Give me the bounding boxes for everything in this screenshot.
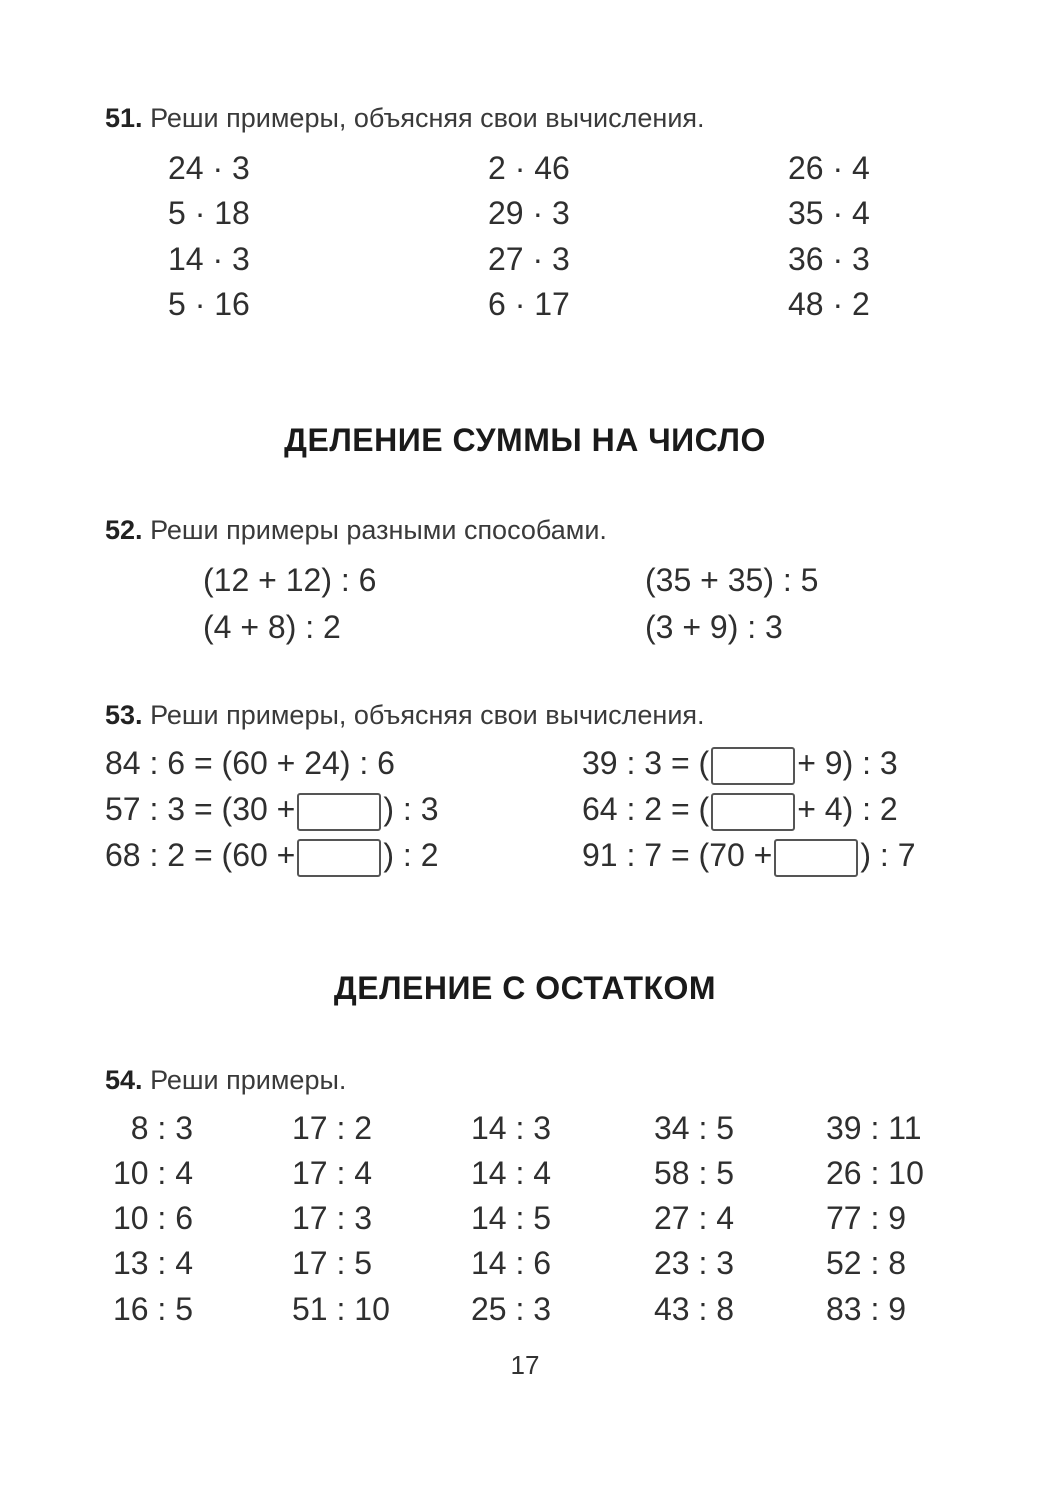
ex54-item: 83 : 9: [826, 1291, 907, 1327]
ex51-item: 29 · 3: [488, 195, 570, 231]
ex52-item: (3 + 9) : 3: [645, 609, 783, 645]
ex53-equation: [105, 745, 395, 782]
ex51-item: 5 · 18: [168, 195, 250, 231]
ex54-item: 10 : 6: [112, 1200, 193, 1236]
ex54-item: 17 : 5: [292, 1245, 373, 1281]
answer-box[interactable]: [711, 793, 795, 831]
exercise-number: 51.: [105, 103, 143, 133]
ex54-item: 16 : 5: [112, 1291, 193, 1327]
equation-text: 91 : 7 = (70 +: [582, 837, 773, 873]
section-heading-sum-division: ДЕЛЕНИЕ СУММЫ НА ЧИСЛО: [284, 422, 766, 458]
equation-text: ) : 2: [383, 837, 439, 873]
equation-text: 39 : 3 = (: [582, 745, 710, 781]
answer-box[interactable]: [774, 839, 858, 877]
ex54-item: 14 : 5: [471, 1200, 552, 1236]
ex53-equation: [582, 837, 915, 877]
equation-text: ) : 3: [383, 791, 439, 827]
equation-text: + 4) : 2: [797, 791, 898, 827]
ex54-item: 77 : 9: [826, 1200, 907, 1236]
ex52-item: (35 + 35) : 5: [645, 562, 819, 598]
instruction-text: Реши примеры, объясняя свои вычисления.: [150, 103, 705, 133]
ex51-item: 2 · 46: [488, 150, 570, 186]
ex54-item: 51 : 10: [292, 1291, 390, 1327]
answer-box[interactable]: [711, 747, 795, 785]
ex54-item: 10 : 4: [112, 1155, 193, 1191]
ex54-item: 17 : 4: [292, 1155, 373, 1191]
ex51-item: 36 · 3: [788, 241, 870, 277]
exercise-53-instruction: [105, 700, 705, 731]
ex53-equation: [582, 791, 898, 831]
ex54-item: 34 : 5: [654, 1110, 735, 1146]
ex54-item: 14 : 4: [471, 1155, 552, 1191]
ex51-item: 27 · 3: [488, 241, 570, 277]
ex51-item: 26 · 4: [788, 150, 870, 186]
instruction-text: Реши примеры.: [150, 1065, 347, 1095]
ex54-item: 14 : 3: [471, 1110, 552, 1146]
ex54-item: 26 : 10: [826, 1155, 924, 1191]
ex54-item: 58 : 5: [654, 1155, 735, 1191]
ex54-item: 14 : 6: [471, 1245, 552, 1281]
instruction-text: Реши примеры разными способами.: [150, 515, 607, 545]
exercise-number: 53.: [105, 700, 143, 730]
ex54-item: 25 : 3: [471, 1291, 552, 1327]
ex53-equation: [105, 791, 438, 831]
equation-text: 68 : 2 = (60 +: [105, 837, 296, 873]
equation-text: 84 : 6 = (60 + 24) : 6: [105, 745, 395, 781]
equation-text: 57 : 3 = (30 +: [105, 791, 296, 827]
ex52-item: (4 + 8) : 2: [203, 609, 341, 645]
ex54-item: 27 : 4: [654, 1200, 735, 1236]
ex51-item: 5 · 16: [168, 286, 250, 322]
ex54-item: 17 : 2: [292, 1110, 373, 1146]
ex54-item: 39 : 11: [826, 1110, 922, 1146]
equation-text: + 9) : 3: [797, 745, 898, 781]
exercise-number: 52.: [105, 515, 143, 545]
ex53-equation: [582, 745, 898, 785]
page-number: 17: [510, 1350, 540, 1380]
exercise-52-instruction: [105, 515, 607, 546]
ex53-equation: [105, 837, 438, 877]
ex54-item: 43 : 8: [654, 1291, 735, 1327]
ex54-item: 8 : 3: [130, 1110, 193, 1146]
ex51-item: 24 · 3: [168, 150, 250, 186]
answer-box[interactable]: [297, 793, 381, 831]
ex54-item: 52 : 8: [826, 1245, 907, 1281]
ex54-item: 17 : 3: [292, 1200, 373, 1236]
ex52-item: (12 + 12) : 6: [203, 562, 377, 598]
section-heading-remainder-division: ДЕЛЕНИЕ С ОСТАТКОМ: [333, 970, 717, 1006]
ex51-item: 14 · 3: [168, 241, 250, 277]
ex54-item: 23 : 3: [654, 1245, 735, 1281]
exercise-number: 54.: [105, 1065, 143, 1095]
equation-text: ) : 7: [860, 837, 916, 873]
equation-text: 64 : 2 = (: [582, 791, 710, 827]
exercise-51-instruction: [105, 103, 705, 134]
ex51-item: 6 · 17: [488, 286, 570, 322]
ex54-item: 13 : 4: [112, 1245, 193, 1281]
instruction-text: Реши примеры, объясняя свои вычисления.: [150, 700, 705, 730]
ex51-item: 48 · 2: [788, 286, 870, 322]
exercise-54-instruction: [105, 1065, 346, 1096]
answer-box[interactable]: [297, 839, 381, 877]
ex51-item: 35 · 4: [788, 195, 870, 231]
